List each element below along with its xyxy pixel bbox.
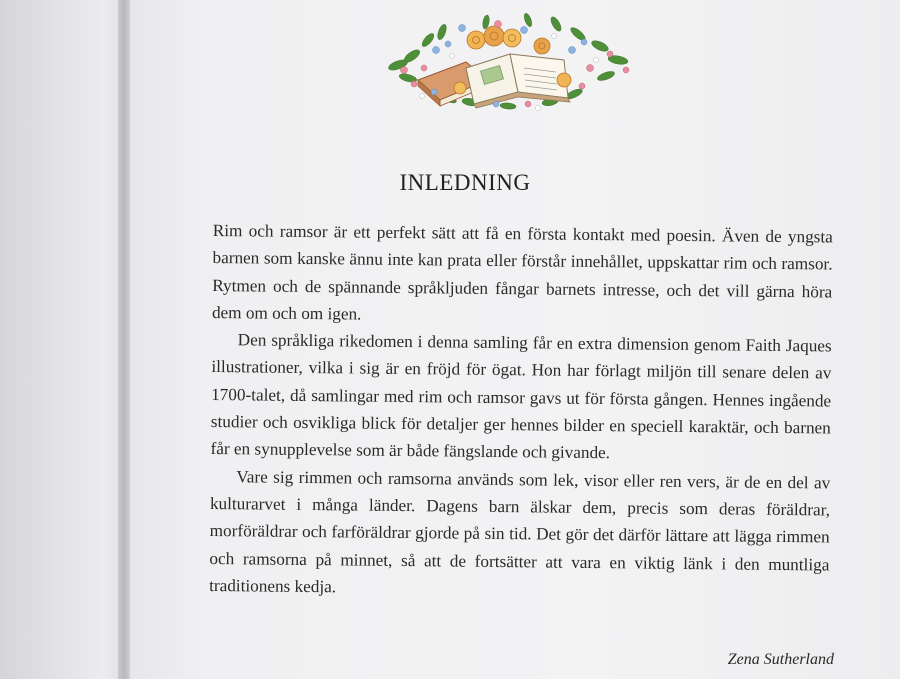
body-text xyxy=(209,217,833,606)
floral-book-illustration xyxy=(378,10,640,114)
left-page xyxy=(0,0,122,679)
chapter-heading: INLEDNING xyxy=(399,170,531,195)
paragraph-2: Den språkliga rikedomen i denna samling får en extra dimension genom Faith Jaques illustrationer, vilka i sig är en fröjd för ögat. Hon har förlagt miljön till senare delen av 1700-talet, då samlingar med rim och ramsor gavs ut för första gången. Hennes ingående studier och osvikliga blick för detaljer ger hennes bilder en speciell karaktär, och barnen får en synupplevelse som är både fängslande och givande. xyxy=(210,330,832,463)
paragraph-3: Vare sig rimmen och ramsorna används som lek, visor eller ren vers, är de en del av kulturarvet i många länder. Dagens barn älskar dem, precis som deras föräldrar, morföräldrar och farföräldrar gjorde på sin tid. Det gör det därför lättare att lägga rimmen och ramsorna på minnet, så att de fortsätter att vara en viktig länk i den muntliga traditionens kedja. xyxy=(209,466,831,597)
open-book xyxy=(466,54,570,108)
paragraph-1: Rim och ramsor är ett perfekt sätt att få en första kontakt med poesin. Även de yngsta barnen som kanske ännu inte kan prata eller förstår innehållet, uppskattar rim och ramsor. Rytmen och de spännande språkljuden fångar barnets intresse, och det vill gärna höra dem om och om igen. xyxy=(211,220,833,324)
author-signature: Zena Sutherland xyxy=(727,651,834,668)
